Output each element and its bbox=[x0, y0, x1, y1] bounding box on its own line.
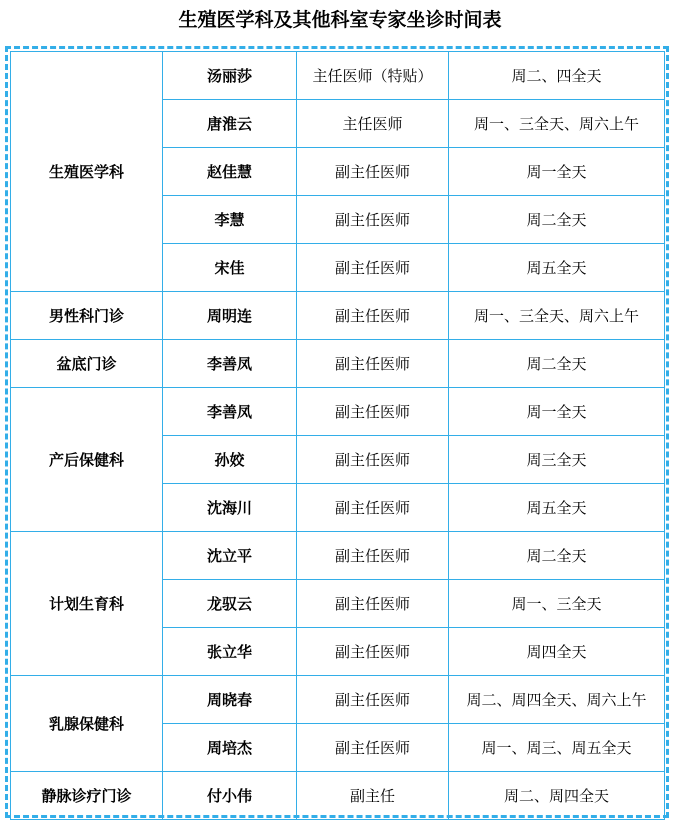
doctor-title-cell: 主任医师（特贴） bbox=[297, 52, 449, 100]
doctor-title-cell: 主任医师 bbox=[297, 100, 449, 148]
schedule-time-cell: 周一、三全天、周六上午 bbox=[449, 100, 665, 148]
doctor-title-cell: 副主任医师 bbox=[297, 244, 449, 292]
doctor-title-cell: 副主任医师 bbox=[297, 484, 449, 532]
schedule-time-cell: 周五全天 bbox=[449, 244, 665, 292]
doctor-name-cell: 周晓春 bbox=[163, 676, 297, 724]
schedule-time-cell: 周二全天 bbox=[449, 340, 665, 388]
schedule-time-cell: 周一、周三、周五全天 bbox=[449, 724, 665, 772]
doctor-name-cell: 李慧 bbox=[163, 196, 297, 244]
schedule-body bbox=[11, 52, 665, 820]
doctor-title-cell: 副主任医师 bbox=[297, 148, 449, 196]
table-row bbox=[11, 676, 665, 724]
doctor-name-cell: 沈立平 bbox=[163, 532, 297, 580]
doctor-name-cell: 汤丽莎 bbox=[163, 52, 297, 100]
doctor-name-cell: 张立华 bbox=[163, 628, 297, 676]
schedule-time-cell: 周五全天 bbox=[449, 484, 665, 532]
schedule-time-cell: 周一、三全天 bbox=[449, 580, 665, 628]
doctor-title-cell: 副主任医师 bbox=[297, 436, 449, 484]
schedule-time-cell: 周二、四全天 bbox=[449, 52, 665, 100]
schedule-time-cell: 周二、周四全天、周六上午 bbox=[449, 676, 665, 724]
department-cell: 盆底门诊 bbox=[11, 340, 163, 388]
doctor-name-cell: 周培杰 bbox=[163, 724, 297, 772]
doctor-name-cell: 付小伟 bbox=[163, 772, 297, 820]
schedule-time-cell: 周四全天 bbox=[449, 628, 665, 676]
department-cell: 产后保健科 bbox=[11, 388, 163, 532]
schedule-time-cell: 周一全天 bbox=[449, 388, 665, 436]
schedule-frame bbox=[5, 46, 669, 818]
page-title: 生殖医学科及其他科室专家坐诊时间表 bbox=[178, 9, 502, 31]
doctor-name-cell: 李善凤 bbox=[163, 388, 297, 436]
doctor-name-cell: 龙驭云 bbox=[163, 580, 297, 628]
doctor-title-cell: 副主任医师 bbox=[297, 628, 449, 676]
table-row bbox=[11, 388, 665, 436]
table-row bbox=[11, 52, 665, 100]
department-cell: 计划生育科 bbox=[11, 532, 163, 676]
department-cell: 乳腺保健科 bbox=[11, 676, 163, 772]
department-cell: 静脉诊疗门诊 bbox=[11, 772, 163, 820]
table-row bbox=[11, 340, 665, 388]
schedule-time-cell: 周二全天 bbox=[449, 196, 665, 244]
table-row bbox=[11, 292, 665, 340]
doctor-name-cell: 唐淮云 bbox=[163, 100, 297, 148]
doctor-title-cell: 副主任医师 bbox=[297, 580, 449, 628]
doctor-title-cell: 副主任 bbox=[297, 772, 449, 820]
department-cell: 生殖医学科 bbox=[11, 52, 163, 292]
doctor-name-cell: 赵佳慧 bbox=[163, 148, 297, 196]
doctor-title-cell: 副主任医师 bbox=[297, 532, 449, 580]
table-row bbox=[11, 772, 665, 820]
doctor-name-cell: 周明连 bbox=[163, 292, 297, 340]
doctor-title-cell: 副主任医师 bbox=[297, 724, 449, 772]
doctor-name-cell: 沈海川 bbox=[163, 484, 297, 532]
department-cell: 男性科门诊 bbox=[11, 292, 163, 340]
schedule-table bbox=[10, 51, 665, 820]
schedule-time-cell: 周二、周四全天 bbox=[449, 772, 665, 820]
doctor-title-cell: 副主任医师 bbox=[297, 196, 449, 244]
doctor-title-cell: 副主任医师 bbox=[297, 340, 449, 388]
table-row bbox=[11, 532, 665, 580]
schedule-time-cell: 周一全天 bbox=[449, 148, 665, 196]
schedule-time-cell: 周一、三全天、周六上午 bbox=[449, 292, 665, 340]
doctor-title-cell: 副主任医师 bbox=[297, 292, 449, 340]
doctor-name-cell: 李善凤 bbox=[163, 340, 297, 388]
doctor-name-cell: 孙姣 bbox=[163, 436, 297, 484]
schedule-time-cell: 周三全天 bbox=[449, 436, 665, 484]
schedule-time-cell: 周二全天 bbox=[449, 532, 665, 580]
doctor-title-cell: 副主任医师 bbox=[297, 388, 449, 436]
doctor-title-cell: 副主任医师 bbox=[297, 676, 449, 724]
doctor-name-cell: 宋佳 bbox=[163, 244, 297, 292]
